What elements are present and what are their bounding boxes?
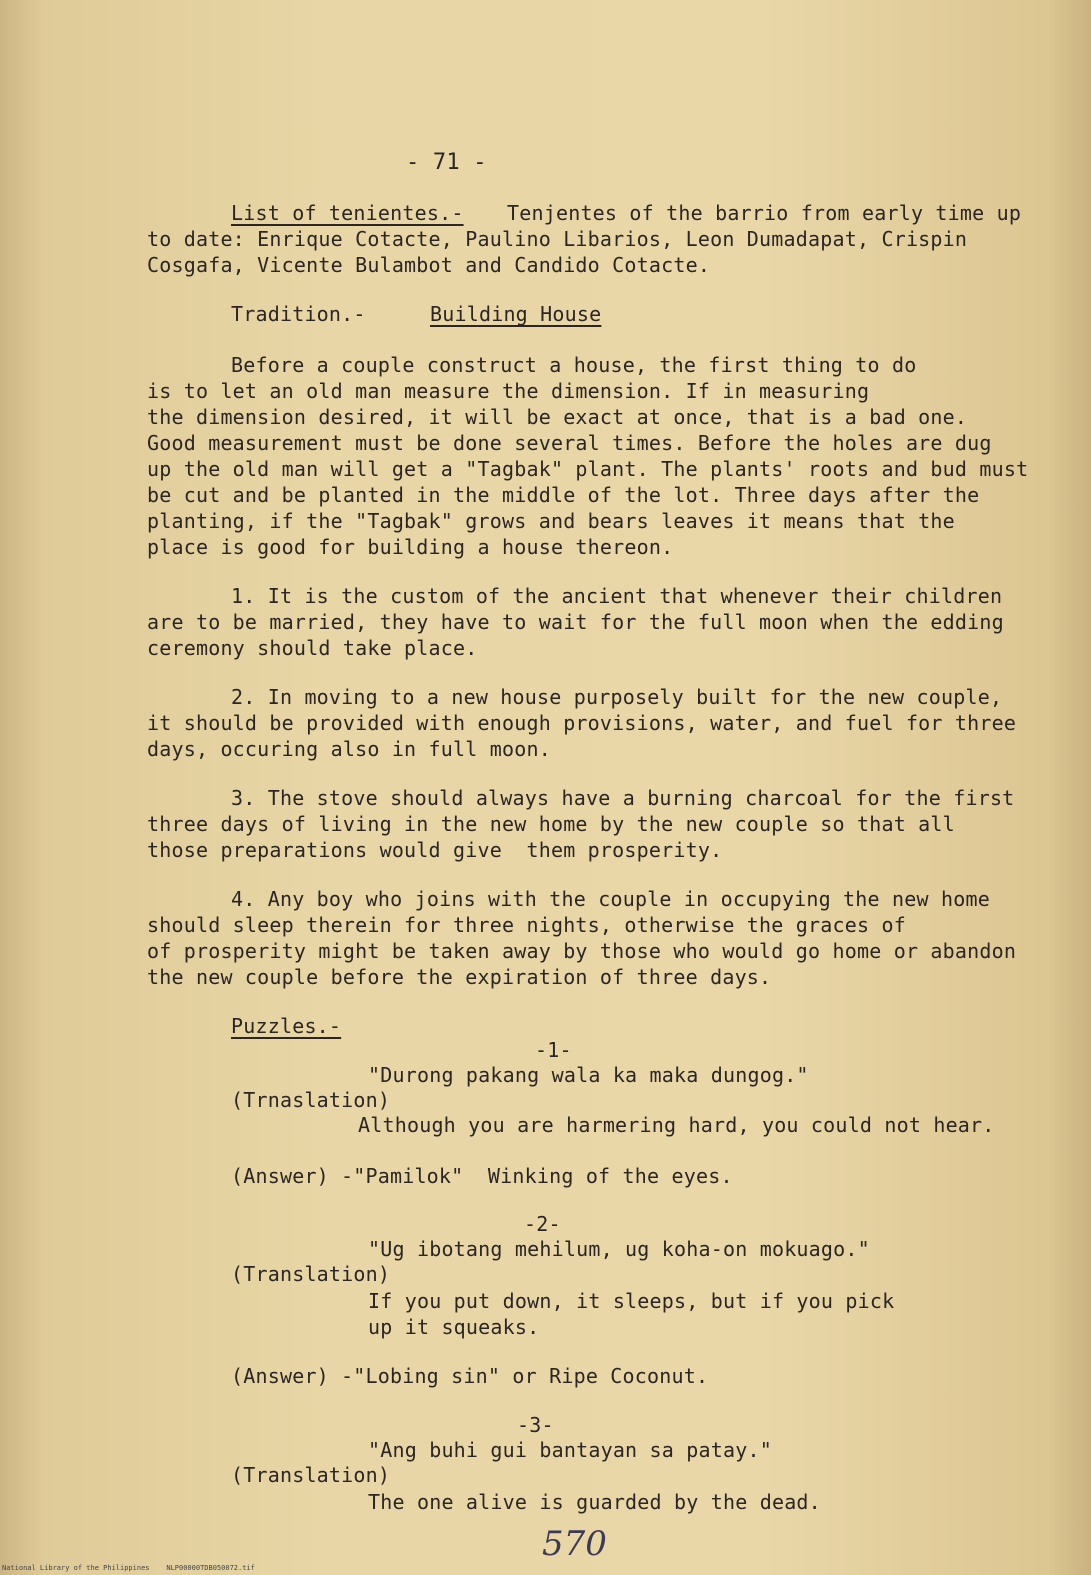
paragraph-line: be cut and be planted in the middle of the lot. Three days after the: [147, 483, 980, 507]
paragraph-line: place is good for building a house thereon.: [147, 535, 674, 559]
paragraph-line: the dimension desired, it will be exact at once, that is a bad one.: [147, 405, 968, 429]
puzzle-2-number: -2-: [524, 1212, 561, 1236]
puzzles-heading: Puzzles.-: [231, 1014, 342, 1038]
puzzle-1-answer-label: (Answer): [231, 1164, 329, 1188]
tradition-subheading: Building House: [430, 302, 602, 326]
paragraph-line: up the old man will get a "Tagbak" plant. The plants' roots and bud must: [147, 457, 1029, 481]
puzzle-3-translation-label: (Translation): [231, 1463, 391, 1487]
puzzle-2-text: "Ug ibotang mehilum, ug koha-on mokuago.": [368, 1237, 870, 1261]
page-number: - 71 -: [406, 150, 487, 175]
item-3-line: 3. The stove should always have a burning charcoal for the first: [231, 786, 1015, 810]
item-3-line: those preparations would give them prosperity.: [147, 838, 723, 862]
item-3-line: three days of living in the new home by the new couple so that all: [147, 812, 955, 836]
item-1-line: are to be married, they have to wait for the full moon when the edding: [147, 610, 1004, 634]
item-4-line: should sleep therein for three nights, otherwise the graces of: [147, 913, 906, 937]
item-2-line: 2. In moving to a new house purposely built for the new couple,: [231, 685, 1003, 709]
puzzle-3-number: -3-: [517, 1413, 554, 1437]
tenientes-line-3: Cosgafa, Vicente Bulambot and Candido Cotacte.: [147, 253, 711, 277]
paragraph-line: planting, if the "Tagbak" grows and bears leaves it means that the: [147, 509, 955, 533]
puzzle-2-translation-line-1: If you put down, it sleeps, but if you pick: [368, 1289, 895, 1313]
item-2-line: days, occuring also in full moon.: [147, 737, 551, 761]
puzzle-2-answer: -"Lobing sin" or Ripe Coconut.: [341, 1364, 709, 1388]
puzzle-2-translation-label: (Translation): [231, 1262, 391, 1286]
scan-footer-label: National Library of the Philippines NLP00000TDB050072.tif: [2, 1564, 255, 1572]
tenientes-line-2: to date: Enrique Cotacte, Paulino Libarios, Leon Dumadapat, Crispin: [147, 227, 968, 251]
item-2-line: it should be provided with enough provisions, water, and fuel for three: [147, 711, 1017, 735]
tenientes-heading: List of tenientes.-: [231, 201, 464, 225]
puzzle-2-translation-line-2: up it squeaks.: [368, 1315, 540, 1339]
puzzle-1-translation: Although you are harmering hard, you could not hear.: [358, 1113, 995, 1137]
paragraph-line: Good measurement must be done several times. Before the holes are dug: [147, 431, 992, 455]
handwritten-number: 570: [542, 1524, 607, 1564]
item-1-line: ceremony should take place.: [147, 636, 478, 660]
puzzle-1-text: "Durong pakang wala ka maka dungog.": [368, 1063, 809, 1087]
paragraph-line: is to let an old man measure the dimension. If in measuring: [147, 379, 870, 403]
puzzle-1-number: -1-: [535, 1038, 572, 1062]
puzzle-3-text: "Ang buhi gui bantayan sa patay.": [368, 1438, 772, 1462]
paragraph-line: Before a couple construct a house, the first thing to do: [231, 353, 917, 377]
puzzle-2-answer-label: (Answer): [231, 1364, 329, 1388]
puzzle-1-translation-label: (Trnaslation): [231, 1088, 391, 1112]
item-4-line: the new couple before the expiration of three days.: [147, 965, 772, 989]
item-4-line: 4. Any boy who joins with the couple in occupying the new home: [231, 887, 990, 911]
puzzle-1-answer: -"Pamilok" Winking of the eyes.: [341, 1164, 733, 1188]
tenientes-line-1: Tenjentes of the barrio from early time up: [507, 201, 1022, 225]
puzzle-3-translation: The one alive is guarded by the dead.: [368, 1490, 821, 1514]
tradition-heading: Tradition.-: [231, 302, 366, 326]
item-4-line: of prosperity might be taken away by those who would go home or abandon: [147, 939, 1017, 963]
item-1-line: 1. It is the custom of the ancient that whenever their children: [231, 584, 1003, 608]
